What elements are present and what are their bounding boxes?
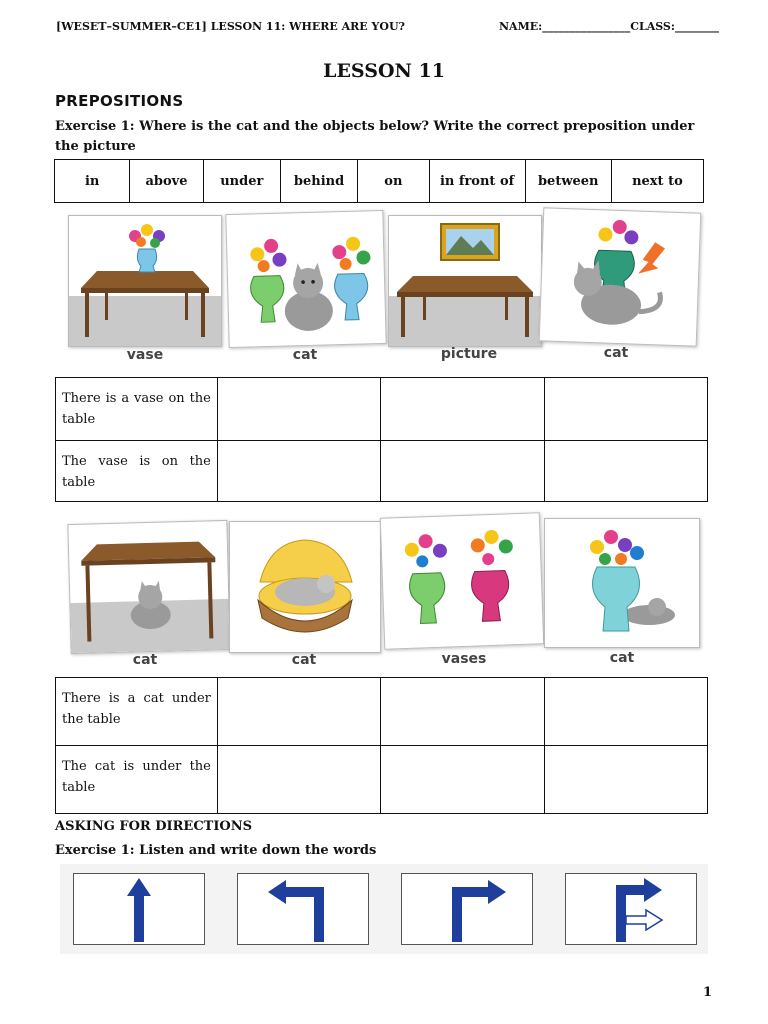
picture-strip-2 [55,512,707,670]
direction-arrows-strip [60,864,708,954]
direction-card [565,873,697,945]
picture-card-cat-behind-vase [544,518,700,648]
example-sentence: The cat is under the table [56,746,218,814]
answer-table-1 [55,377,708,502]
picture-card-cat-in-basket [229,521,381,653]
vases-illustration [381,513,543,648]
table-row [56,378,708,441]
arrow-turn-right-icon [402,874,532,944]
answer-cell[interactable] [217,678,380,746]
cat-in-basket-illustration [230,522,380,652]
table-row [56,441,708,502]
picture-card-vase-on-table [68,215,222,347]
picture-card-vases [380,512,545,650]
arrow-turn-left-icon [238,874,368,944]
word-bank-item: between [526,160,612,202]
word-bank-item: in front of [430,160,526,202]
word-bank [54,159,704,203]
cat-between-vases-illustration [226,211,385,347]
answer-table-2 [55,677,708,814]
lesson-title: LESSON 11 [323,60,445,82]
direction-card [73,873,205,945]
answer-cell[interactable] [544,441,707,502]
picture-label: cat [291,652,317,668]
table-row [56,746,708,814]
page-number: 1 [703,985,713,1000]
picture-card-cat-between-vases [225,210,386,348]
word-bank-item: under [204,160,281,202]
example-sentence: There is a vase on the table [56,378,218,441]
picture-label: vase [126,347,164,363]
answer-cell[interactable] [381,746,544,814]
picture-above-table-illustration [389,216,541,346]
answer-cell[interactable] [217,441,380,502]
picture-label: vases [441,651,487,667]
picture-label: cat [292,347,318,363]
asking-directions-heading: ASKING FOR DIRECTIONS [55,819,253,834]
arrow-take-second-right-icon [566,874,696,944]
direction-card [237,873,369,945]
answer-cell[interactable] [217,746,380,814]
word-bank-item: next to [632,173,683,189]
exercise-2-instruction: Exercise 1: Listen and write down the words [55,843,377,858]
answer-cell[interactable] [544,746,707,814]
picture-label: cat [132,652,158,668]
picture-label: cat [603,345,629,361]
picture-card-cat-in-front-of-vase [539,207,702,346]
cat-behind-vase-illustration [545,519,699,647]
word-bank-item: on [358,160,429,202]
picture-label: picture [440,346,498,362]
header-left: [WESET–SUMMER–CE1] LESSON 11: WHERE ARE YOU? [56,20,405,33]
picture-card-cat-under-table [67,520,230,654]
cat-in-front-of-vase-illustration [540,208,701,345]
word-bank-item: above [130,160,203,202]
answer-cell[interactable] [544,378,707,441]
cat-under-table-illustration [68,521,229,653]
answer-cell[interactable] [544,678,707,746]
answer-cell[interactable] [381,441,544,502]
picture-label: cat [609,650,635,666]
example-sentence: The vase is on the table [56,441,218,502]
header-name-class: NAME:________________CLASS:________ [499,20,719,33]
picture-card-picture-above-table [388,215,542,347]
exercise-1-instruction: Exercise 1: Where is the cat and the objects below? Write the correct preposition under the picture [55,119,695,154]
word-bank-item: in [55,160,130,202]
answer-cell[interactable] [217,378,380,441]
section-heading: PREPOSITIONS [55,92,184,110]
arrow-up-icon [74,874,204,944]
word-bank-item: behind [281,160,358,202]
example-sentence: There is a cat under the table [56,678,218,746]
picture-strip-1 [55,208,707,366]
vase-on-table-illustration [69,216,221,346]
table-row [56,678,708,746]
direction-card [401,873,533,945]
answer-cell[interactable] [381,678,544,746]
answer-cell[interactable] [381,378,544,441]
